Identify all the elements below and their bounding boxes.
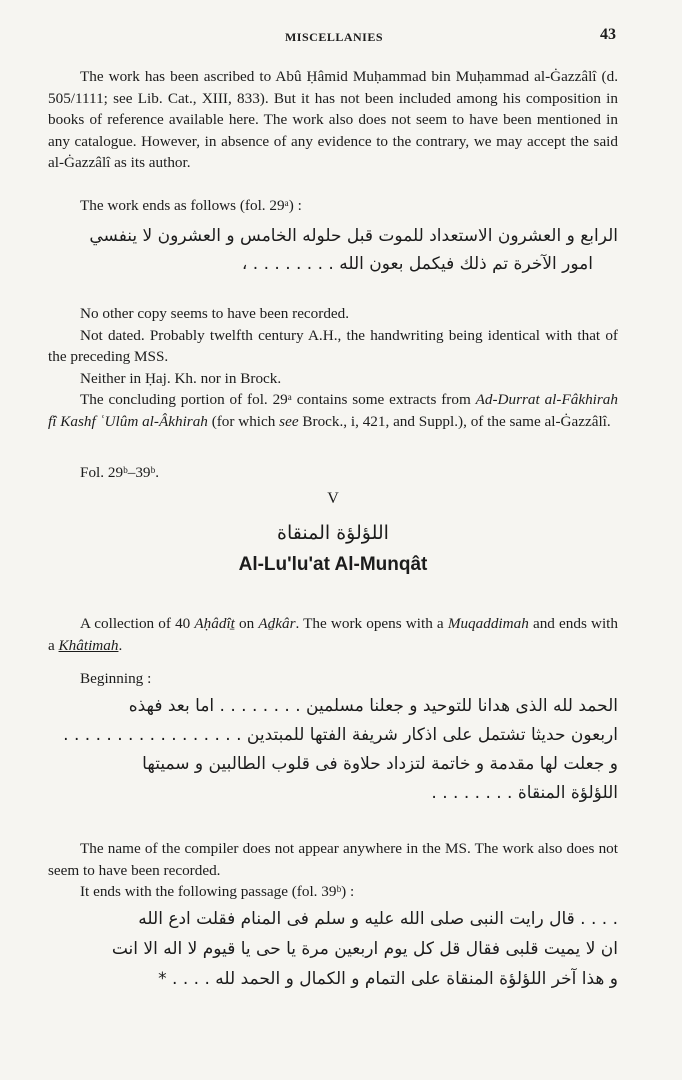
collection-end: .: [118, 636, 123, 654]
page-header: [52, 26, 616, 46]
concluding-note: [48, 389, 618, 432]
arabic-closing-block: [48, 904, 618, 994]
arabic-ending-block: [48, 222, 618, 278]
ascription-paragraph: [48, 66, 618, 174]
arabic-title: اللؤلؤة المنقاة: [277, 522, 389, 544]
arabic-ending-line-1: الرابع و العشرون الاستعداد للموت قبل حلوله الخامس و العشرون لا ينفسي: [89, 226, 618, 246]
section-header: [48, 490, 618, 576]
collection-and: and ends with a: [48, 615, 618, 654]
page-number: 43: [600, 26, 616, 43]
adkar-term: Aḏkâr: [258, 615, 296, 632]
dating-note: Not dated. Probably twelfth century A.H., the handwriting being identical with that of the preceding MSS.: [48, 326, 618, 365]
ends-intro-text: The work ends as follows (fol. 29ᵃ) :: [80, 197, 302, 214]
arabic-closing-line-1: . . . . قال رايت النبى صلى الله عليه و سلم فى المنام فقلت ادع الله: [138, 909, 618, 929]
ends-label: It ends with the following passage (fol. 39ᵇ) :: [80, 883, 355, 900]
collection-paragraph: [48, 613, 618, 656]
collection-text: [48, 613, 618, 656]
arabic-closing-line-2: ان لا يميت قلبى فقال قل كل يوم اربعين مرة يا حى يا قيوم لا اله الا انت: [111, 939, 618, 959]
concluding-pre: The concluding portion of fol. 29ᵃ contains some extracts from: [80, 391, 476, 408]
haj-note: Neither in Ḥaj. Kh. nor in Brock.: [80, 369, 282, 387]
muqaddimah-term: Muqaddimah: [447, 615, 529, 632]
ahadith-term: Aḥâdîṯ: [194, 615, 235, 632]
arabic-beginning-line-4: اللؤلؤة المنقاة . . . . . . . .: [431, 783, 618, 803]
compiler-note: The name of the compiler does not appear anywhere in the MS. The work also does not seem to have been recorded.: [48, 840, 618, 879]
concluding-title: Ad-Durrat al-Fâkhirah fî Kashf ʿUlûm al-Âkhirah: [48, 391, 618, 430]
folio-line: [48, 462, 618, 484]
arabic-beginning-block: [48, 692, 618, 808]
notes-block: [48, 303, 618, 432]
collection-on: on: [234, 615, 259, 632]
section-title: Al-Lu'lu'at Al-Munqât: [238, 554, 428, 575]
concluding-post: Brock., i, 421, and Suppl.), of the same al-Ġazzâlî.: [298, 412, 611, 430]
ends-intro: [48, 195, 618, 217]
beginning-label-block: [48, 668, 618, 690]
beginning-label: Beginning :: [80, 670, 152, 687]
arabic-beginning-line-3: و جعلت لها مقدمة و خاتمة لتزداد حلاوة فى قلوب الطالبين و سميتها: [142, 754, 618, 774]
arabic-beginning-line-2: اربعون حديثا تشتمل على اذكار شريفة الفتها للمبتدين . . . . . . . . . . . . . . . . .: [63, 725, 618, 745]
compiler-block: [48, 838, 618, 903]
concluding-see: see: [279, 412, 299, 430]
copy-note: No other copy seems to have been recorded.: [80, 305, 350, 322]
concluding-mid: (for which: [207, 412, 280, 430]
arabic-beginning-line-1: الحمد لله الذى هدانا للتوحيد و جعلنا مسلمين . . . . . . . . اما بعد فهذه: [128, 696, 618, 716]
running-head: MISCELLANIES: [284, 30, 384, 44]
arabic-closing-line-3: و هذا آخر اللؤلؤة المنقاة على التمام و الكمال و الحمد لله . . . . *: [158, 969, 618, 989]
collection-pre: A collection of 40: [80, 615, 195, 632]
folio-text: Fol. 29ᵇ–39ᵇ.: [80, 464, 160, 481]
collection-mid: . The work opens with a: [295, 615, 448, 632]
khatimah-term: Khâtimah: [58, 636, 119, 654]
section-number: V: [327, 490, 339, 507]
arabic-ending-line-2: امور الآخرة تم ذلك فيكمل بعون الله . . . . . . . . ،: [241, 254, 593, 274]
ascription-text: The work has been ascribed to Abû Ḥâmid Muḥammad bin Muḥammad al-Ġazzâlî (d. 505/1111; see Lib. Cat., XIII, 833). But it has not been included among his composition in books of reference available here. The work also does not seem to have been mentioned in any catalogue. However, in absence of any evidence to the contrary, we may accept the said al-Ġazzâlî as its author.: [48, 68, 618, 171]
